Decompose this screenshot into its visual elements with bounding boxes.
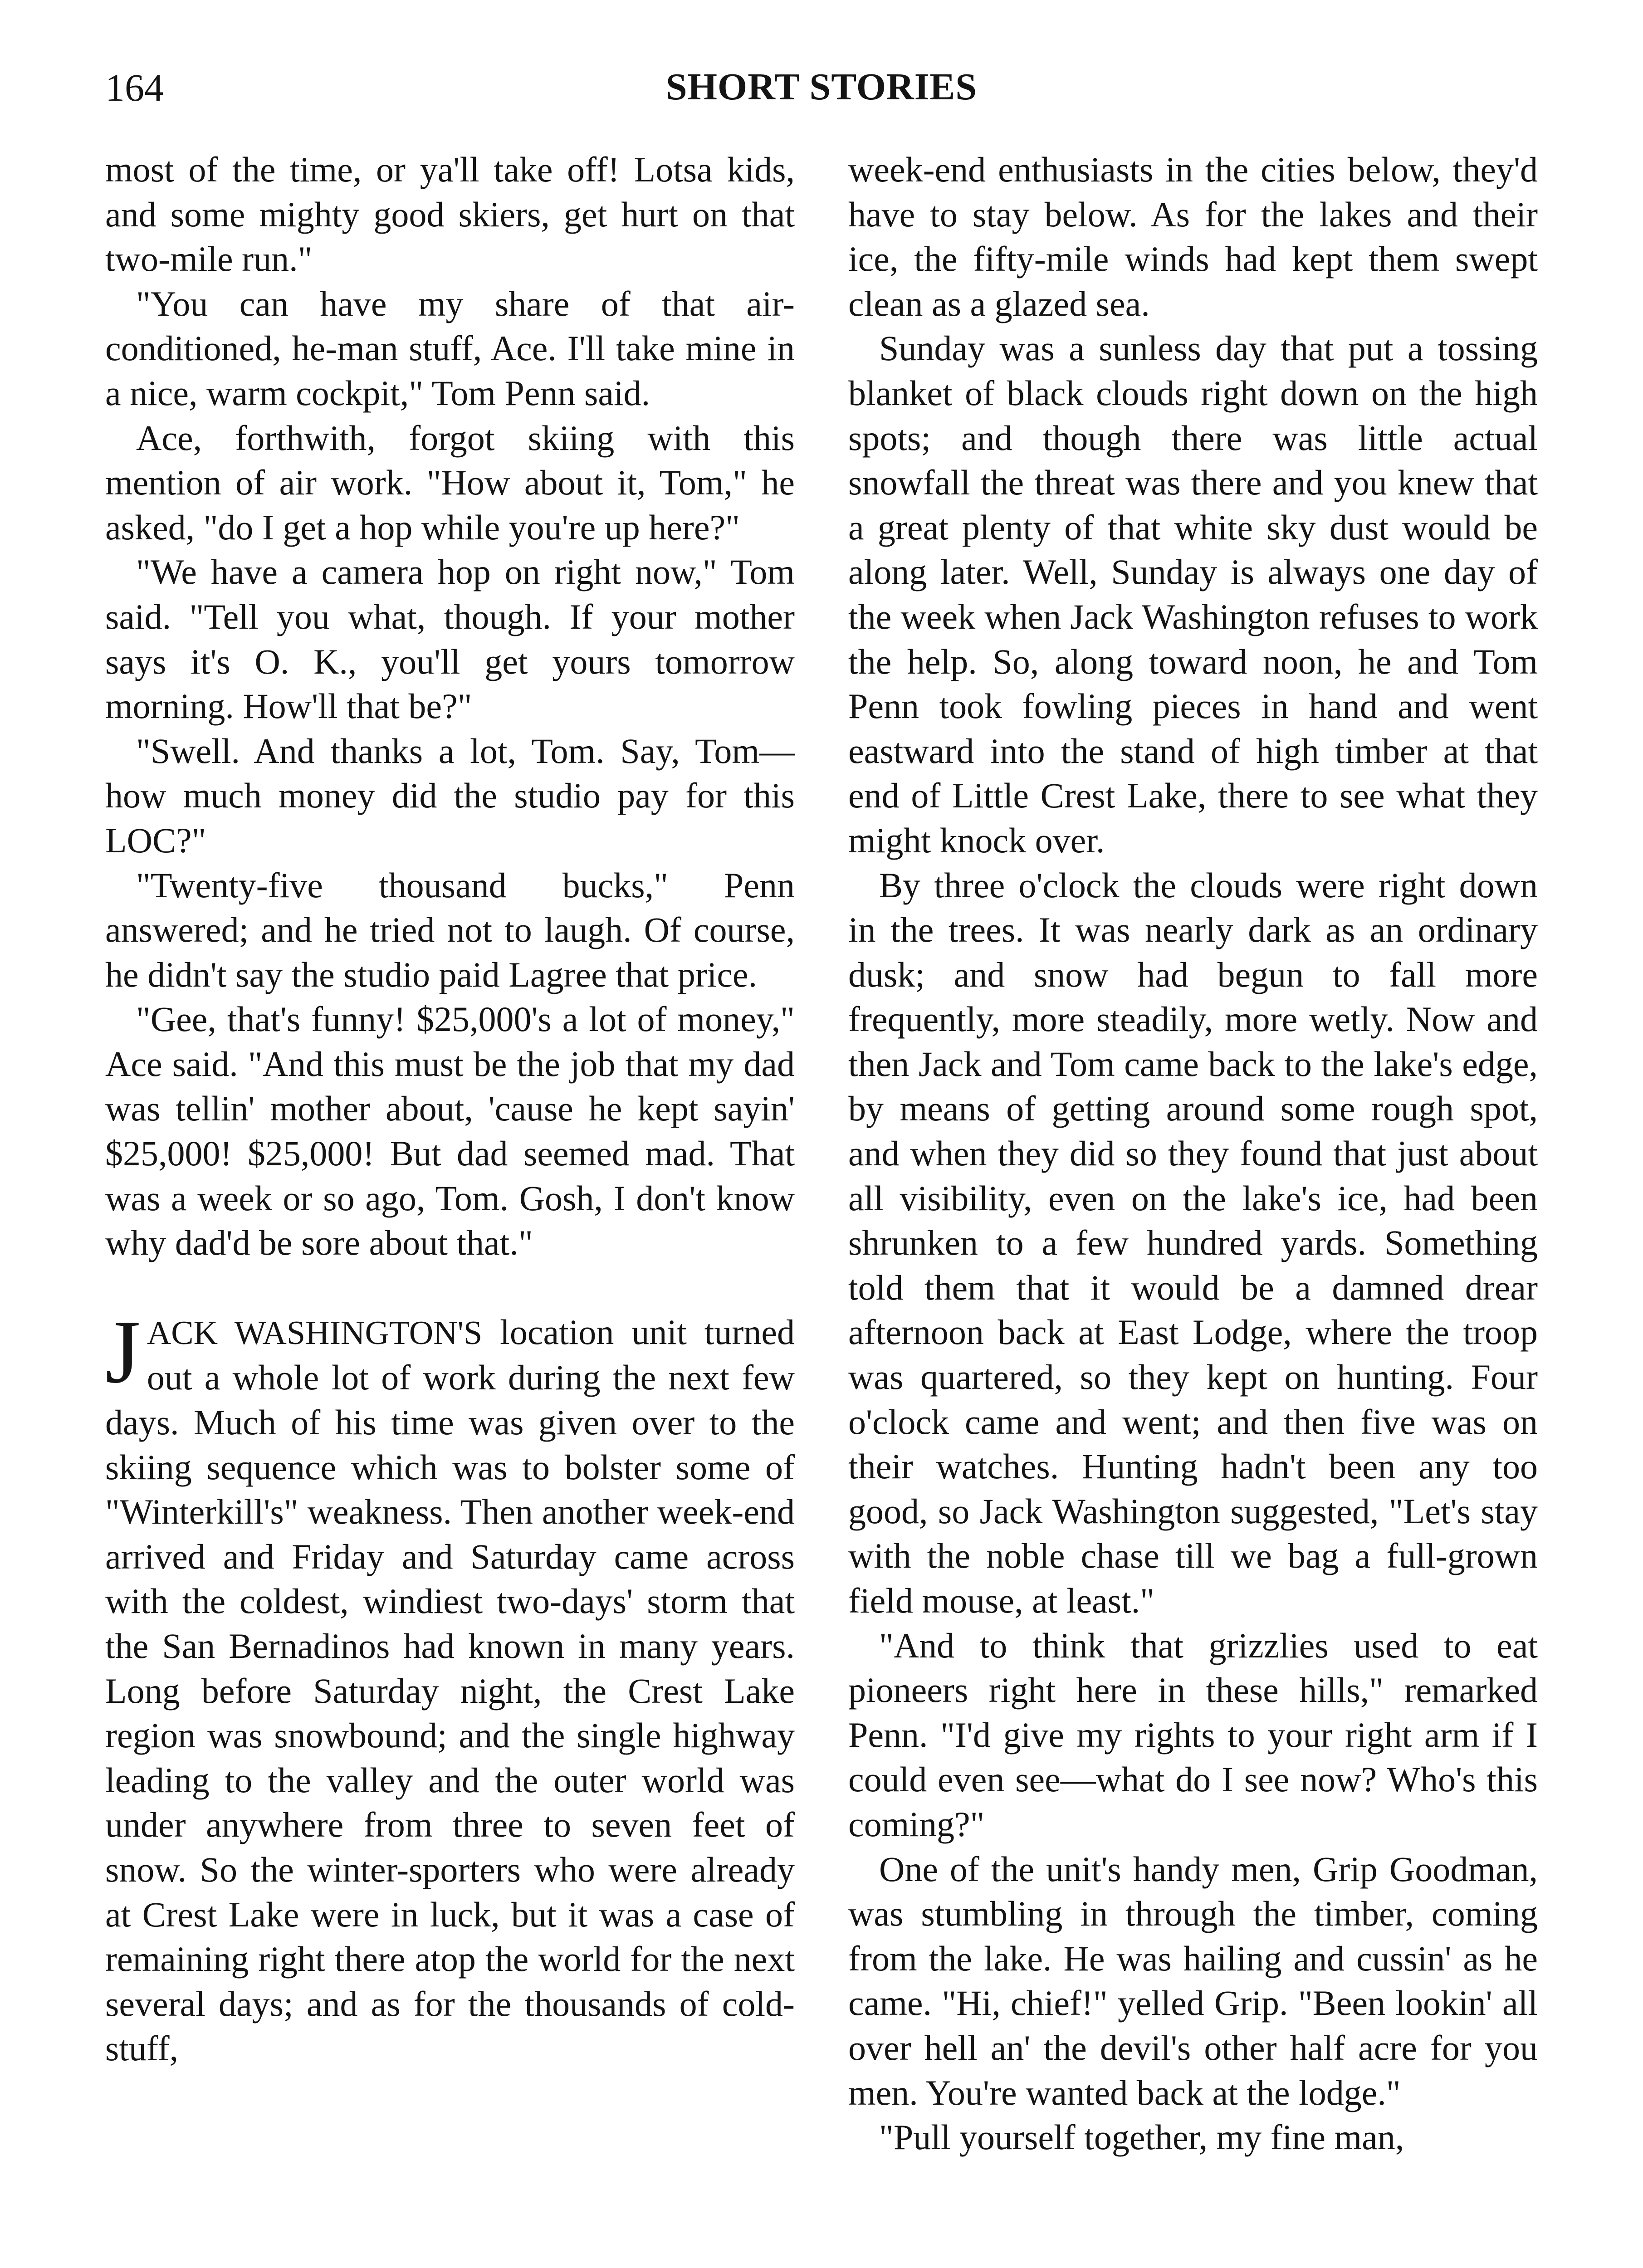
section-body-text: location unit turned out a whole lot of work during the next few days. Much of his time was given over to the skiing sequence which was to bolster some of "Winterkill's" weakness. Then another week-end arrived and Friday and Saturday came across with the coldest, windiest two-days' storm that the San Bernadinos had known in many years. Long before Saturday night, the Crest Lake region was snowbound; and the single highway leading to the valley and the outer world was under anywhere from three to seven feet of snow. So the winter-sporters who were already at Crest Lake were in luck, but it was a case of remaining right there atop the world for the next several days; and as for the thousands of cold-stuff, [105,1312,795,2068]
right-paragraph-1: week-end enthusiasts in the cities below, they'd have to stay below. As for the lakes and their ice, the fifty-mile winds had kept them swept clean as a glazed sea. [848,150,1538,323]
left-paragraph-6: "Twenty-five thousand bucks," Penn answered; and he tried not to laugh. Of course, he didn't say the studio paid Lagree that price. [105,865,795,994]
section-opening-paragraph [105,1301,795,2071]
right-paragraph-3: By three o'clock the clouds were right down in the trees. It was nearly dark as an ordinary dusk; and snow had begun to fall more frequently, more steadily, more wetly. Now and then Jack and Tom came back to the lake's edge, by means of getting around some rough spot, and when they did so they found that just about all visibility, even on the lake's ice, had been shrunken to a few hundred yards. Something told them that it would be a damned drear afternoon back at East Lodge, where the troop was quartered, so they kept on hunting. Four o'clock came and went; and then five was on their watches. Hunting hadn't been any too good, so Jack Washington suggested, "Let's stay with the noble chase till we bag a full-grown field mouse, at least." [848,865,1538,1620]
left-paragraph-4: "We have a camera hop on right now," Tom said. "Tell you what, though. If your mother says it's O. K., you'll get yours tomorrow morning. How'll that be?" [105,552,795,726]
left-paragraph-7: "Gee, that's funny! $25,000's a lot of money," Ace said. "And this must be the job that my dad was tellin' mother about, 'cause he kept sayin' $25,000! $25,000! But dad seemed mad. That was a week or so ago, Tom. Gosh, I don't know why dad'd be sore about that." [105,999,795,1263]
right-paragraph-2: Sunday was a sunless day that put a tossing blanket of black clouds right down on the high spots; and though there was little actual snowfall the threat was there and you knew that a great plenty of that white sky dust would be along later. Well, Sunday is always one day of the week when Jack Washington refuses to work the help. So, along toward noon, he and Tom Penn took fowling pieces in hand and went eastward into the stand of high timber at that end of Little Crest Lake, there to see what they might knock over. [848,328,1538,860]
left-paragraph-3: Ace, forthwith, forgot skiing with this mention of air work. "How about it, Tom," he asked, "do I get a hop while you're up here?" [105,418,795,547]
left-paragraph-5: "Swell. And thanks a lot, Tom. Say, Tom—how much money did the studio pay for this LOC?" [105,731,795,860]
left-column [105,147,795,2071]
page-number: 164 [105,66,164,109]
right-paragraph-4: "And to think that grizzlies used to eat pioneers right here in these hills," remarked Penn. "I'd give my rights to your right arm if I could even see—what do I see now? Who's this coming?" [848,1625,1538,1844]
right-paragraph-6: "Pull yourself together, my fine man, [879,2117,1404,2157]
running-title: SHORT STORIES [665,66,978,108]
left-paragraph-2: "You can have my share of that air-conditioned, he-man stuff, Ace. I'll take mine in a nice, warm cockpit," Tom Penn said. [105,284,795,413]
section-lead-caps: ACK WASHINGTON'S [147,1314,483,1352]
right-paragraph-5: One of the unit's handy men, Grip Goodman, was stumbling in through the timber, coming from the lake. He was hailing and cussin' as he came. "Hi, chief!" yelled Grip. "Been lookin' all over hell an' the devil's other half acre for you men. You're wanted back at the lodge." [848,1849,1538,2112]
drop-cap-letter: J [105,1301,141,1402]
right-column [848,147,1538,2160]
left-paragraph-1: most of the time, or ya'll take off! Lotsa kids, and some mighty good skiers, get hurt on that two-mile run." [105,150,795,279]
